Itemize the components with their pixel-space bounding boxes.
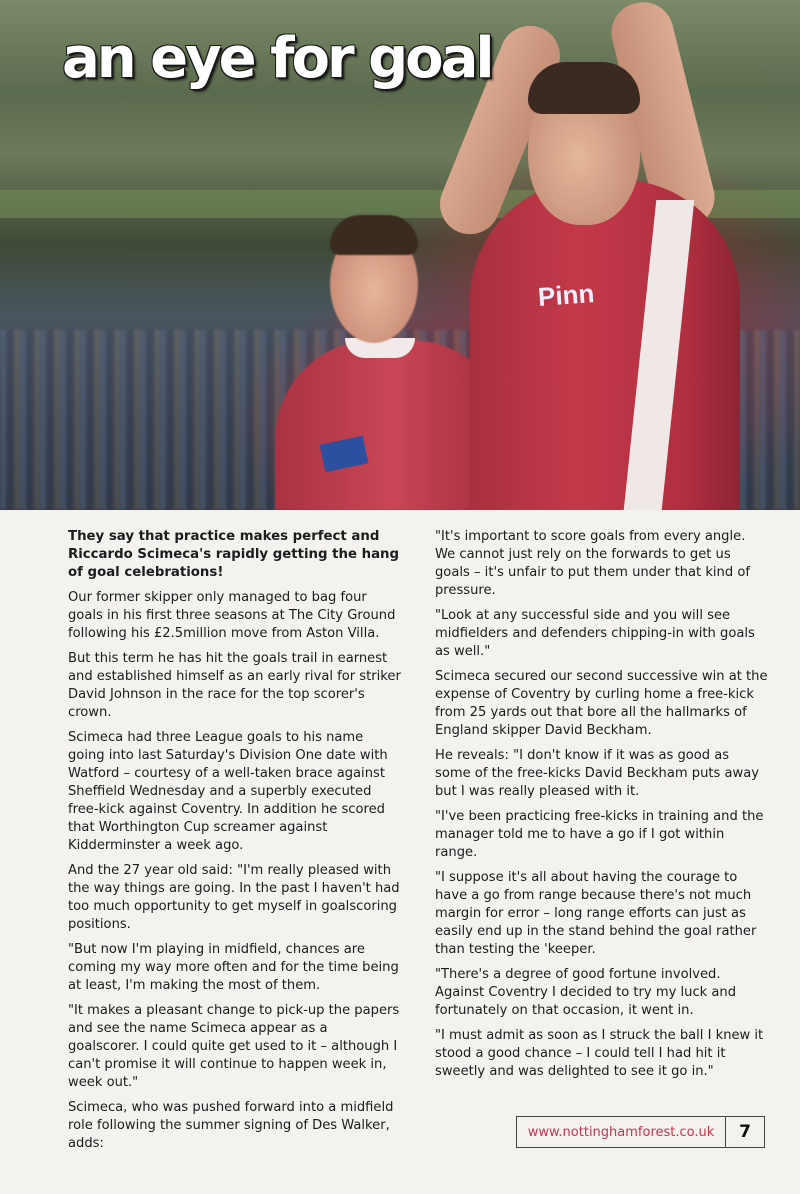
paragraph: "But now I'm playing in midfield, chances are coming my way more often and for the time being at least, I'm making the most of them. <box>68 942 399 993</box>
paragraph: He reveals: "I don't know if it was as good as some of the free-kicks David Beckham puts away but I was really pleased with it. <box>435 748 760 799</box>
paragraph: "I must admit as soon as I struck the ball I knew it stood a good chance – I could tell I had hit it sweetly and was delighted to see it go in." <box>435 1028 764 1079</box>
paragraph: "It makes a pleasant change to pick-up the papers and see the name Scimeca appear as a goalscorer. I could quite get used to it – although I can't promise it will continue to happen week in, week out." <box>68 1003 400 1090</box>
paragraph: Scimeca secured our second successive win at the expense of Coventry by curling home a free-kick from 25 yards out that bore all the hallmarks of England skipper David Beckham. <box>435 669 768 738</box>
paragraph: Scimeca had three League goals to his name going into last Saturday's Division One date with Watford – courtesy of a well-taken brace against Sheffield Wednesday and a superbly executed free-kick against Coventry. In addition he scored that Worthington Cup screamer against Kidderminster a week ago. <box>68 730 388 853</box>
paragraph: And the 27 year old said: "I'm really pleased with the way things are going. In the past I haven't had too much opportunity to get myself in goalscoring positions. <box>68 863 400 932</box>
paragraph: "I suppose it's all about having the courage to have a go from range because there's not much margin for error – long range efforts can just as easily end up in the stand behind the goal rather than testing the 'keeper. <box>435 870 757 957</box>
paragraph: "There's a degree of good fortune involved. Against Coventry I decided to try my luck and fortunately on that occasion, it went in. <box>435 967 737 1018</box>
paragraph: "I've been practicing free-kicks in training and the manager told me to have a go if I got within range. <box>435 809 764 860</box>
paragraph: Our former skipper only managed to bag four goals in his first three seasons at The City Ground following his £2.5million move from Aston Villa. <box>68 590 396 641</box>
left-player-hair <box>330 215 418 255</box>
article-body <box>68 528 768 1160</box>
paragraph: But this term he has hit the goals trail in earnest and established himself as an early rival for striker David Johnson in the race for the top scorer's crown. <box>68 651 401 720</box>
right-player-hair <box>528 62 640 114</box>
paragraph: "Look at any successful side and you will see midfielders and defenders chipping-in with goals as well." <box>435 608 755 659</box>
article-column-right <box>435 528 768 1160</box>
shirt-sponsor-text: Pinn <box>536 278 596 312</box>
lead-paragraph: They say that practice makes perfect and Riccardo Scimeca's rapidly getting the hang of goal celebrations! <box>68 529 400 580</box>
paragraph: "It's important to score goals from every angle. We cannot just rely on the forwards to get us goals – it's unfair to put them under that kind of pressure. <box>435 529 750 598</box>
hero-photo <box>0 0 800 510</box>
page-number: 7 <box>739 1122 751 1142</box>
headline: an eye for goal <box>62 26 492 91</box>
right-player-shirt <box>470 180 740 510</box>
website-link[interactable]: www.nottinghamforest.co.uk <box>517 1117 726 1147</box>
page-footer <box>516 1116 765 1148</box>
paragraph: Scimeca, who was pushed forward into a midfield role following the summer signing of Des Walker, adds: <box>68 1100 394 1151</box>
article-column-left <box>68 528 401 1160</box>
